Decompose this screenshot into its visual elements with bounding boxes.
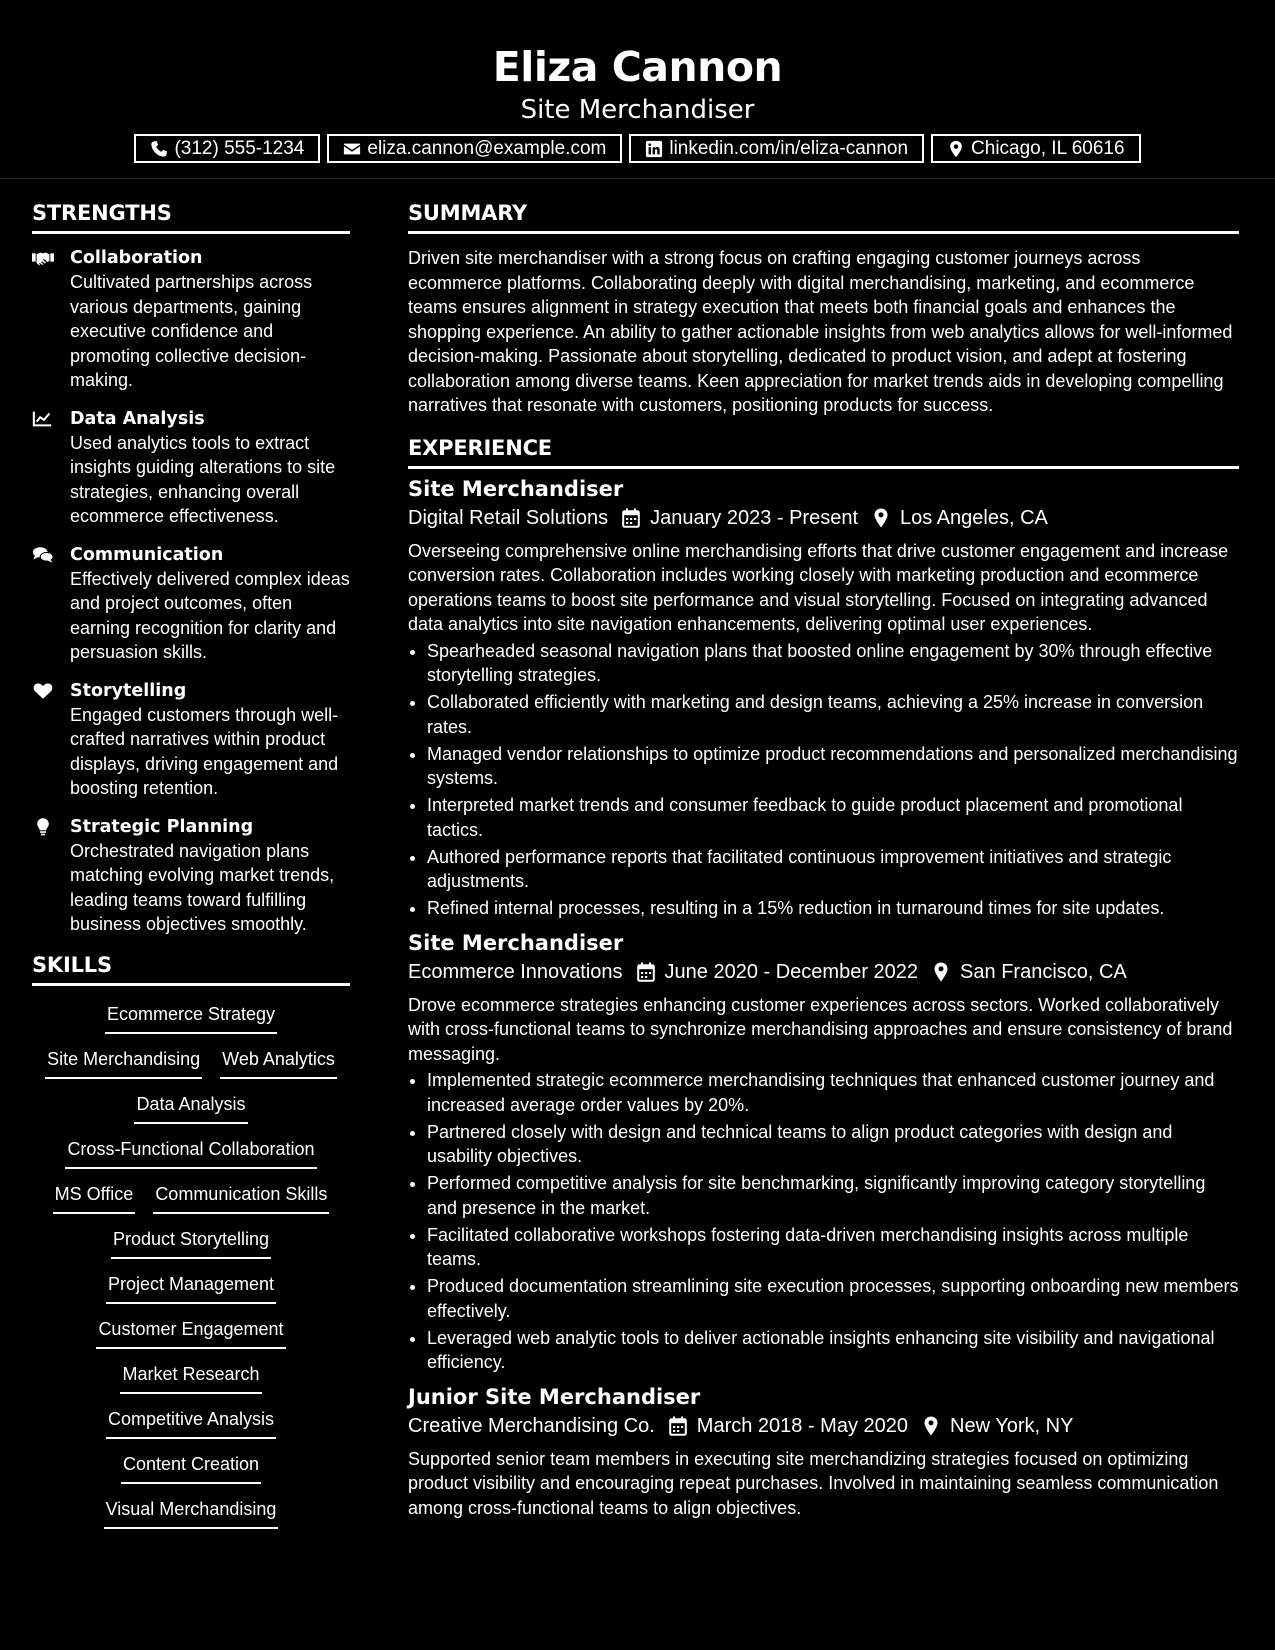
job-meta — [408, 1411, 1239, 1441]
contact-linkedin[interactable] — [629, 134, 924, 163]
strength-description: Effectively delivered complex ideas and project outcomes, often earning recognition for clarity and persuasion skills. — [70, 568, 350, 662]
skill-tag: Customer Engagement — [96, 1317, 285, 1349]
job-location: San Francisco, CA — [960, 960, 1127, 983]
skill-tag: Web Analytics — [220, 1047, 337, 1079]
strengths-heading: STRENGTHS — [32, 199, 350, 234]
job-dates: January 2023 - Present — [650, 506, 859, 529]
strength-name: Storytelling — [70, 680, 187, 701]
strength-description: Engaged customers through well-crafted narratives within product displays, driving engagement and boosting retention. — [70, 704, 339, 798]
job-company: Digital Retail Solutions — [408, 506, 609, 529]
contact-location — [931, 134, 1141, 163]
job-dates: June 2020 - December 2022 — [664, 960, 919, 983]
location-pin-icon — [932, 962, 950, 982]
location-pin-icon — [947, 140, 965, 158]
contact-text: Chicago, IL 60616 — [971, 137, 1125, 159]
skills-heading: SKILLS — [32, 951, 350, 986]
job-bullet: • Interpreted market trends and consumer feedback to guide product placement and promotional tactics. — [427, 793, 1239, 842]
linkedin-icon — [645, 140, 663, 158]
job-description: Supported senior team members in executing site merchandizing strategies focused on optimizing product visibility and encouraging repeat purchases. Involved in maintaining seamless communication among cross-functional teams to align objectives. — [408, 1448, 1219, 1518]
handshake-icon — [32, 248, 56, 268]
job-description: Drove ecommerce strategies enhancing customer experiences across sectors. Worked collaboratively with cross-functional teams to synchronize merchandising approaches and ensure consistency of brand messaging. — [408, 994, 1233, 1064]
strength-name: Data Analysis — [70, 408, 205, 429]
skill-tag: Competitive Analysis — [106, 1407, 276, 1439]
candidate-title: Site Merchandiser — [520, 95, 755, 125]
strength-name: Strategic Planning — [70, 816, 254, 837]
summary-heading: SUMMARY — [408, 199, 1239, 234]
location-pin-icon — [872, 508, 890, 528]
contact-phone[interactable] — [134, 134, 320, 163]
strength-item — [32, 543, 350, 665]
resume-header — [0, 0, 1275, 179]
skill-tag: Cross-Functional Collaboration — [65, 1137, 316, 1169]
skills-row — [32, 1227, 350, 1272]
location-pin-icon — [922, 1416, 940, 1436]
calendar-icon — [669, 1416, 687, 1436]
skills-row — [32, 1092, 350, 1137]
job-bullets — [408, 639, 1239, 921]
skill-tag: Market Research — [120, 1362, 261, 1394]
skill-tag: Ecommerce Strategy — [105, 1002, 277, 1034]
contact-bar — [0, 134, 1275, 163]
job-title: Junior Site Merchandiser — [408, 1384, 701, 1409]
strength-description: Orchestrated navigation plans matching evolving market trends, leading teams toward fulfilling business objectives smoothly. — [70, 840, 335, 934]
skills-list — [32, 1000, 350, 1542]
job-bullet: • Produced documentation streamlining site execution processes, supporting onboarding new members effectively. — [427, 1274, 1239, 1323]
phone-icon — [150, 140, 168, 158]
job-company: Creative Merchandising Co. — [408, 1414, 655, 1437]
job-bullets — [408, 1068, 1239, 1375]
strength-item — [32, 679, 350, 801]
skills-row — [32, 1362, 350, 1407]
job-bullet: • Performed competitive analysis for site benchmarking, significantly improving category storytelling and presence in the market. — [427, 1171, 1239, 1220]
skill-tag: Content Creation — [121, 1452, 261, 1484]
envelope-icon — [343, 140, 361, 158]
candidate-name: Eliza Cannon — [492, 43, 783, 91]
job-location: New York, NY — [950, 1414, 1074, 1437]
calendar-icon — [637, 962, 655, 982]
skill-tag: Site Merchandising — [45, 1047, 202, 1079]
summary-text: Driven site merchandiser with a strong focus on crafting engaging customer journeys across ecommerce platforms. Collaborating deeply with digital merchandising, marketing, and ecommerce teams ensures alignment in strategy execution that meets both financial goals and enhances the shopping experience. An ability to gather actionable insights from web analytics allows for well-informed decision-making. Passionate about storytelling, dedicated to product vision, and adept at fostering collaboration among diverse teams. Keen appreciation for market trends aids in developing compelling narratives that resonate with customers, positioning products for success. — [408, 248, 1233, 415]
job-bullet: • Leveraged web analytic tools to deliver actionable insights enhancing site visibility and navigational efficiency. — [427, 1326, 1239, 1375]
job-bullet: • Partnered closely with design and technical teams to align product categories with design and usability objectives. — [427, 1120, 1239, 1169]
line-chart-icon — [32, 409, 56, 429]
job-location: Los Angeles, CA — [900, 506, 1048, 529]
heart-icon — [32, 681, 56, 701]
job-company: Ecommerce Innovations — [408, 960, 623, 983]
job-bullet: • Refined internal processes, resulting in a 15% reduction in turnaround times for site updates. — [427, 896, 1239, 921]
skills-row — [32, 1452, 350, 1497]
skills-row — [32, 1317, 350, 1362]
strength-item — [32, 815, 350, 937]
strength-description: Cultivated partnerships across various departments, gaining executive confidence and promoting collective decision-making. — [70, 272, 313, 390]
job-dates: March 2018 - May 2020 — [696, 1414, 909, 1437]
left-column — [32, 199, 350, 1542]
job-bullet: • Managed vendor relationships to optimize product recommendations and personalized merchandising systems. — [427, 742, 1239, 791]
contact-text: (312) 555-1234 — [174, 137, 305, 159]
skills-row — [32, 1182, 350, 1227]
comments-icon — [32, 545, 56, 565]
strength-name: Collaboration — [70, 248, 203, 268]
contact-text: eliza.cannon@example.com — [367, 137, 607, 159]
skill-tag: Product Storytelling — [111, 1227, 271, 1259]
skill-tag: MS Office — [53, 1182, 136, 1214]
skills-row — [32, 1047, 350, 1092]
skills-row — [32, 1272, 350, 1317]
skills-row — [32, 1407, 350, 1452]
contact-email[interactable] — [327, 134, 622, 163]
skill-tag: Project Management — [106, 1272, 276, 1304]
job-bullet: • Implemented strategic ecommerce merchandising techniques that enhanced customer journey and increased average order values by 20%. — [427, 1068, 1239, 1117]
skills-row — [32, 1137, 350, 1182]
experience-heading: EXPERIENCE — [408, 434, 1239, 469]
job-meta — [408, 503, 1239, 533]
skills-row — [32, 1497, 350, 1542]
job-entry — [408, 1383, 1239, 1521]
skills-row — [32, 1002, 350, 1047]
lightbulb-icon — [32, 817, 56, 837]
job-description: Overseeing comprehensive online merchandising efforts that drive customer engagement and increase conversion rates. Collaboration includes working closely with marketing production and ecommerce operations teams to boost site performance and visual storytelling. Focused on integrating advanced data analytics into site navigation enhancements, delivering optimal user experiences. — [408, 540, 1229, 634]
job-bullet: • Spearheaded seasonal navigation plans that boosted online engagement by 30% through effective storytelling strategies. — [427, 639, 1239, 688]
strength-item — [32, 407, 350, 529]
skill-tag: Communication Skills — [153, 1182, 329, 1214]
skill-tag: Visual Merchandising — [104, 1497, 279, 1529]
strength-description: Used analytics tools to extract insights guiding alterations to site strategies, enhancing overall ecommerce effectiveness. — [70, 432, 336, 526]
job-title: Site Merchandiser — [408, 476, 624, 501]
strength-item — [32, 246, 350, 393]
job-bullet: • Authored performance reports that facilitated continuous improvement initiatives and strategic adjustments. — [427, 845, 1239, 894]
strength-name: Communication — [70, 544, 224, 565]
contact-text: linkedin.com/in/eliza-cannon — [669, 137, 909, 159]
right-column — [408, 199, 1239, 1520]
job-bullet: • Collaborated efficiently with marketing and design teams, achieving a 25% increase in conversion rates. — [427, 690, 1239, 739]
calendar-icon — [622, 508, 640, 528]
job-title: Site Merchandiser — [408, 930, 624, 955]
job-meta — [408, 957, 1239, 987]
skill-tag: Data Analysis — [134, 1092, 247, 1124]
job-entry — [408, 929, 1239, 1375]
job-bullet: • Facilitated collaborative workshops fostering data-driven merchandising insights across multiple teams. — [427, 1223, 1239, 1272]
job-entry — [408, 475, 1239, 921]
